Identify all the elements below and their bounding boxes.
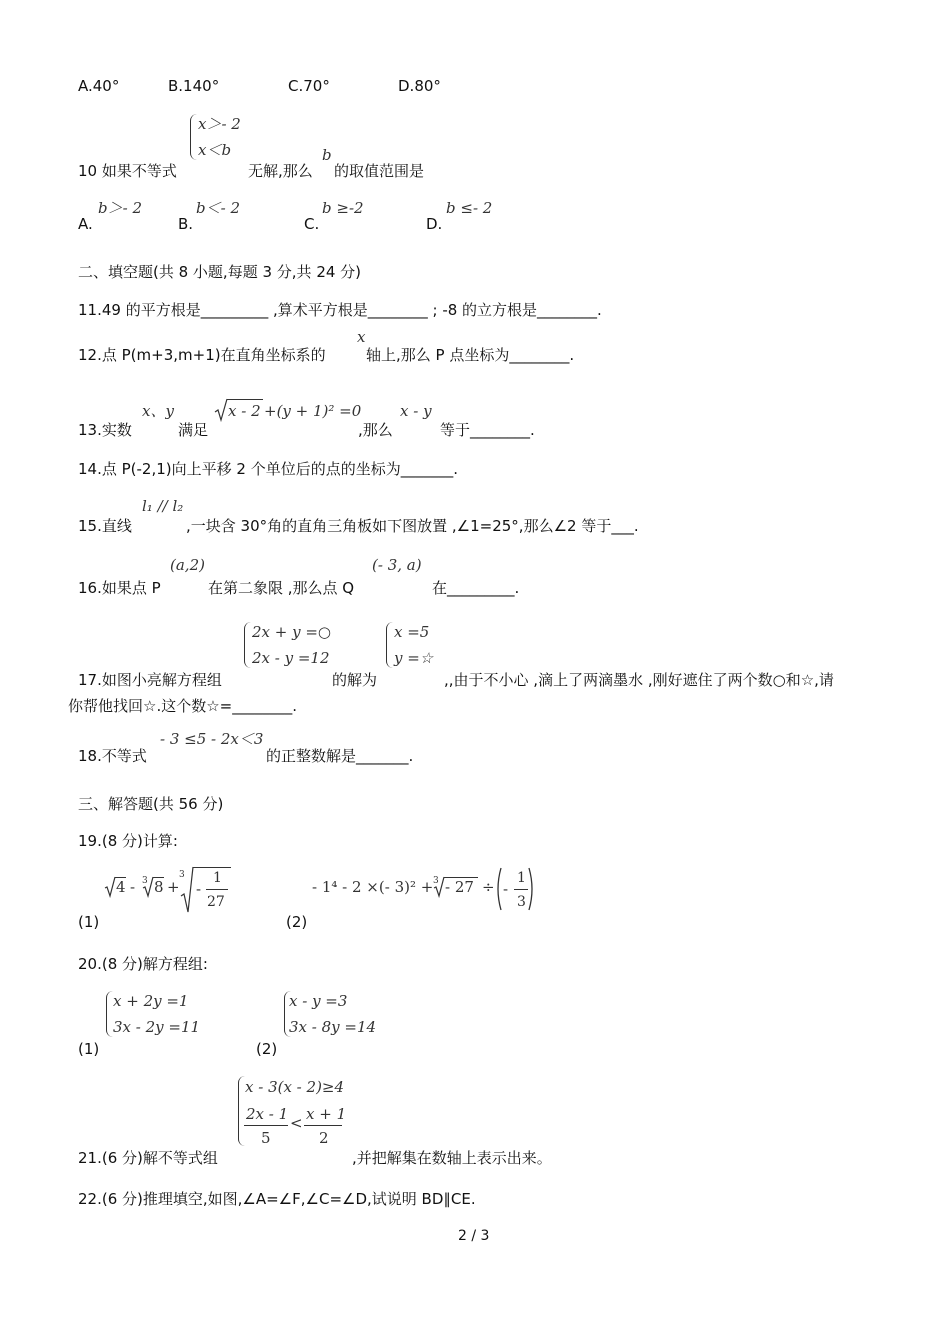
q19-title: 19.(8 分)计算: [78,832,178,850]
q15-post: ,一块含 30°角的直角三角板如下图放置 ,∠1=25°,那么∠2 等于___. [186,517,639,535]
q19-e2-cbrt-radicand: - 27 [445,878,474,896]
q11-text: 11.49 的平方根是_________ ,算术平方根是________ ; -8 的立方根是________. [78,301,602,319]
q22-text: 22.(6 分)推理填空,如图,∠A=∠F,∠C=∠D,试说明 BD∥CE. [78,1190,476,1208]
q21-frac2-num: x + 1 [306,1105,347,1123]
q21-frac1-bar [244,1125,288,1126]
q19-e2-inner-minus: - [503,880,509,898]
q19-part2-label: (2) [286,913,308,931]
q16-pre: 16.如果点 P [78,579,161,597]
q18-pre: 18.不等式 [78,747,147,765]
q19-e1-cbrt-sign [142,876,154,898]
q21-post: ,并把解集在数轴上表示出来。 [352,1149,552,1167]
q13-then: ,那么 [358,421,393,439]
q20-system1-brace [106,991,113,1037]
q17-system2-row1: x =5 [394,623,430,641]
q10-opt-b-expr: b＜- 2 [196,199,240,217]
q18-post: 的正整数解是_______. [266,747,414,765]
q19-e2-frac-num: 1 [517,870,526,886]
q16-mid: 在第二象限 ,那么点 Q [208,579,355,597]
q10-opt-c-expr: b ≥-2 [322,199,364,217]
q10-opt-a-letter: A. [78,215,93,233]
q19-e1-frac-bar [206,889,228,890]
section3-title: 三、解答题(共 56 分) [78,795,224,813]
q9-option-b: B.140° [168,77,220,95]
q16-post: 在_________. [432,579,520,597]
q19-e1-plus: + [167,878,180,896]
q20-title: 20.(8 分)解方程组: [78,955,208,973]
q12-post: 轴上,那么 P 点坐标为________. [366,346,575,364]
q19-e1-cbrt2-bar [193,867,231,868]
q19-e1-sqrt-sign [104,876,116,898]
q19-e1-cbrt2-index: 3 [179,870,185,880]
q9-option-c: C.70° [288,77,330,95]
q10-system-row1: x＞- 2 [198,115,241,133]
q21-frac1-den: 5 [261,1129,271,1147]
q20-system1-row1: x + 2y =1 [113,992,189,1010]
q19-e1-cbrt-index: 3 [142,876,148,886]
q17-pre: 17.如图小亮解方程组 [78,671,222,689]
page-number: 2 / 3 [458,1228,490,1244]
q10-opt-c-letter: C. [304,215,320,233]
q19-e1-minus: - [130,878,136,896]
q10-mid-text: 无解,那么 [248,162,313,180]
q10-label: 10 如果不等式 [78,162,177,180]
q21-pre: 21.(6 分)解不等式组 [78,1149,218,1167]
q13-radicand: x - 2 [228,402,261,420]
q10-system-brace [190,114,197,160]
q13-radical-sign [214,398,228,422]
q9-option-a: A.40° [78,77,120,95]
q10-opt-a-expr: b＞- 2 [98,199,142,217]
q20-system2-row1: x - y =3 [289,992,348,1010]
q21-less-than: < [290,1114,303,1132]
q19-e2-frac-bar [514,889,528,890]
q21-frac1-num: 2x - 1 [246,1105,289,1123]
q12-var-x: x [357,328,366,346]
q19-part1-label: (1) [78,913,100,931]
q21-row1: x - 3(x - 2)≥4 [245,1078,345,1096]
q21-frac2-den: 2 [319,1129,329,1147]
section2-title: 二、填空题(共 8 小题,每题 3 分,共 24 分) [78,263,362,281]
q13-pre: 13.实数 [78,421,132,439]
q9-option-d: D.80° [398,77,441,95]
q19-e1-cbrt-radicand: 8 [154,878,164,896]
q17-system1-brace [244,622,251,668]
q10-system-row2: x＜b [198,141,232,159]
q19-e1-inner-minus: - [196,880,202,898]
q15-parallel-lines: l₁ // l₂ [142,497,184,515]
q16-point-p: (a,2) [170,556,205,574]
q19-e2-divide: ÷ [482,878,495,896]
q17-post: ,,由于不小心 ,滴上了两滴墨水 ,刚好遮住了两个数○和☆,请 [444,671,834,689]
q20-part2-label: (2) [256,1040,278,1058]
q13-vars: x、y [142,402,174,420]
q10-opt-d-letter: D. [426,215,443,233]
q17-system1-row2: 2x - y =12 [252,649,330,667]
q20-part1-label: (1) [78,1040,100,1058]
q21-system-brace [238,1076,245,1146]
q20-system1-row2: 3x - 2y =11 [113,1018,201,1036]
q10-opt-b-letter: B. [178,215,194,233]
q20-system2-row2: 3x - 8y =14 [289,1018,377,1036]
q13-equation-rest: +(y + 1)² =0 [264,402,362,420]
q13-radical-bar [227,399,263,400]
q10-var-b: b [322,146,332,164]
q12-pre: 12.点 P(m+3,m+1)在直角坐标系的 [78,346,326,364]
q19-e2-frac-den: 3 [517,894,526,910]
q21-frac2-bar [304,1125,342,1126]
q16-point-q: (- 3, a) [372,556,422,574]
q18-expr: - 3 ≤5 - 2x＜3 [160,730,264,748]
q19-e1-sqrt-radicand: 4 [116,878,126,896]
q19-e1-frac-num: 1 [213,870,222,886]
q15-pre: 15.直线 [78,517,132,535]
q17-system1-row1: 2x + y =○ [252,623,332,641]
q10-tail-text: 的取值范围是 [334,162,425,180]
q10-opt-d-expr: b ≤- 2 [446,199,493,217]
q17-mid: 的解为 [332,671,378,689]
q13-mid: 满足 [178,421,209,439]
q19-e2-cbrt-index: 3 [433,876,439,886]
q17-system2-brace [386,622,393,668]
q19-e2-cbrt-sign [433,876,445,898]
q19-e1-cbrt2-sign [180,866,194,914]
q19-e1-frac-den: 27 [207,894,225,910]
q13-expr: x - y [400,402,432,420]
q14-text: 14.点 P(-2,1)向上平移 2 个单位后的点的坐标为_______. [78,460,458,478]
q17-system2-row2: y =☆ [394,649,434,667]
q17-line2: 你帮他找回☆.这个数☆=________. [68,697,297,715]
q19-e2-lead: - 1⁴ - 2 ×(- 3)² + [312,878,434,896]
q13-post: 等于________. [440,421,535,439]
